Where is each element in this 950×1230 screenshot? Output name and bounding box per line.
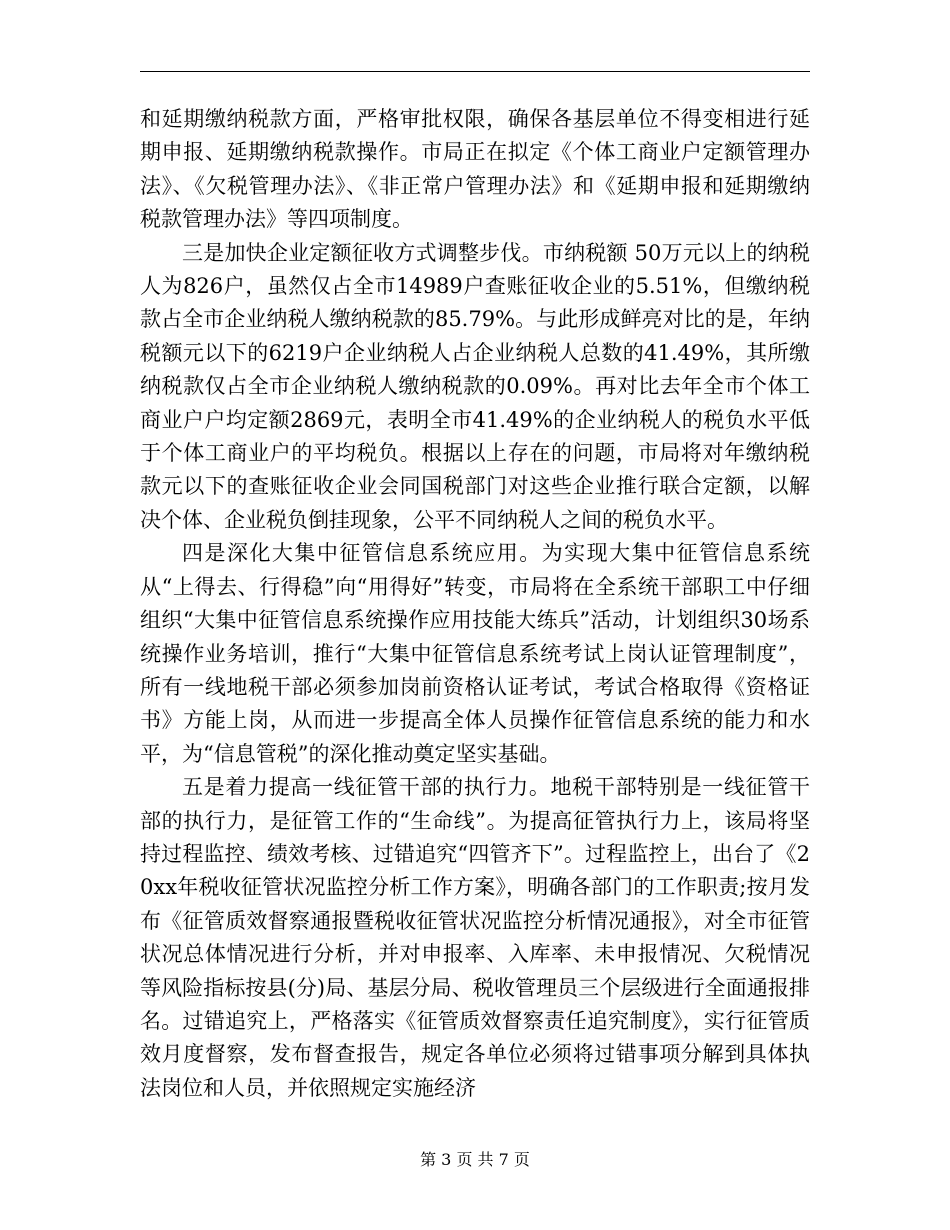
paragraph-4: 五是着力提高一线征管干部的执行力。地税干部特别是一线征管干部的执行力，是征管工作的“生命线”。为提高征管执行力上，该局将坚持过程监控、绩效考核、过错追究“四管齐下”。过程监控上，出台了《20xx年税收征管状况监控分析工作方案》，明确各部门的工作职责;按月发布《征管质效督察通报暨税收征管状况监控分析情况通报》，对全市征管状况总体情况进行分析，并对申报率、入库率、未申报情况、欠税情况等风险指标按县(分)局、基层分局、税收管理员三个层级进行全面通报排名。过错追究上，严格落实《征管质效督察责任追究制度》，实行征管质效月度督察，发布督查报告，规定各单位必须将过错事项分解到具体执法岗位和人员，并依照规定实施经济: [140, 775, 810, 1100]
page-number-footer: 第 3 页 共 7 页: [420, 1150, 530, 1169]
paragraph-3: 四是深化大集中征管信息系统应用。为实现大集中征管信息系统从“上得去、行得稳”向“用得好”转变，市局将在全系统干部职工中仔细组织“大集中征管信息系统操作应用技能大练兵”活动，计划组织30场系统操作业务培训，推行“大集中征管信息系统考试上岗认证管理制度”，所有一线地税干部必须参加岗前资格认证考试，考试合格取得《资格证书》方能上岗，从而进一步提高全体人员操作征管信息系统的能力和水平，为“信息管税”的深化推动奠定坚实基础。: [140, 541, 810, 766]
header-rule: [140, 71, 810, 72]
paragraph-2: 三是加快企业定额征收方式调整步伐。市纳税额 50万元以上的纳税人为826户，虽然仅占全市14989户查账征收企业的5.51%，但缴纳税款占全市企业纳税人缴纳税款的85.79%。与此形成鲜亮对比的是，年纳税额元以下的6219户企业纳税人占企业纳税人总数的41.49%，其所缴纳税款仅占全市企业纳税人缴纳税款的0.09%。再对比去年全市个体工商业户户均定额2869元，表明全市41.49%的企业纳税人的税负水平低于个体工商业户的平均税负。根据以上存在的问题，市局将对年缴纳税款元以下的查账征收企业会同国税部门对这些企业推行联合定额，以解决个体、企业税负倒挂现象，公平不同纳税人之间的税负水平。: [140, 240, 810, 532]
paragraph-1: 和延期缴纳税款方面，严格审批权限，确保各基层单位不得变相进行延期申报、延期缴纳税款操作。市局正在拟定《个体工商业户定额管理办法》、《欠税管理办法》、《非正常户管理办法》和《延期申报和延期缴纳税款管理办法》等四项制度。: [140, 107, 810, 232]
body-text: [140, 103, 810, 1105]
